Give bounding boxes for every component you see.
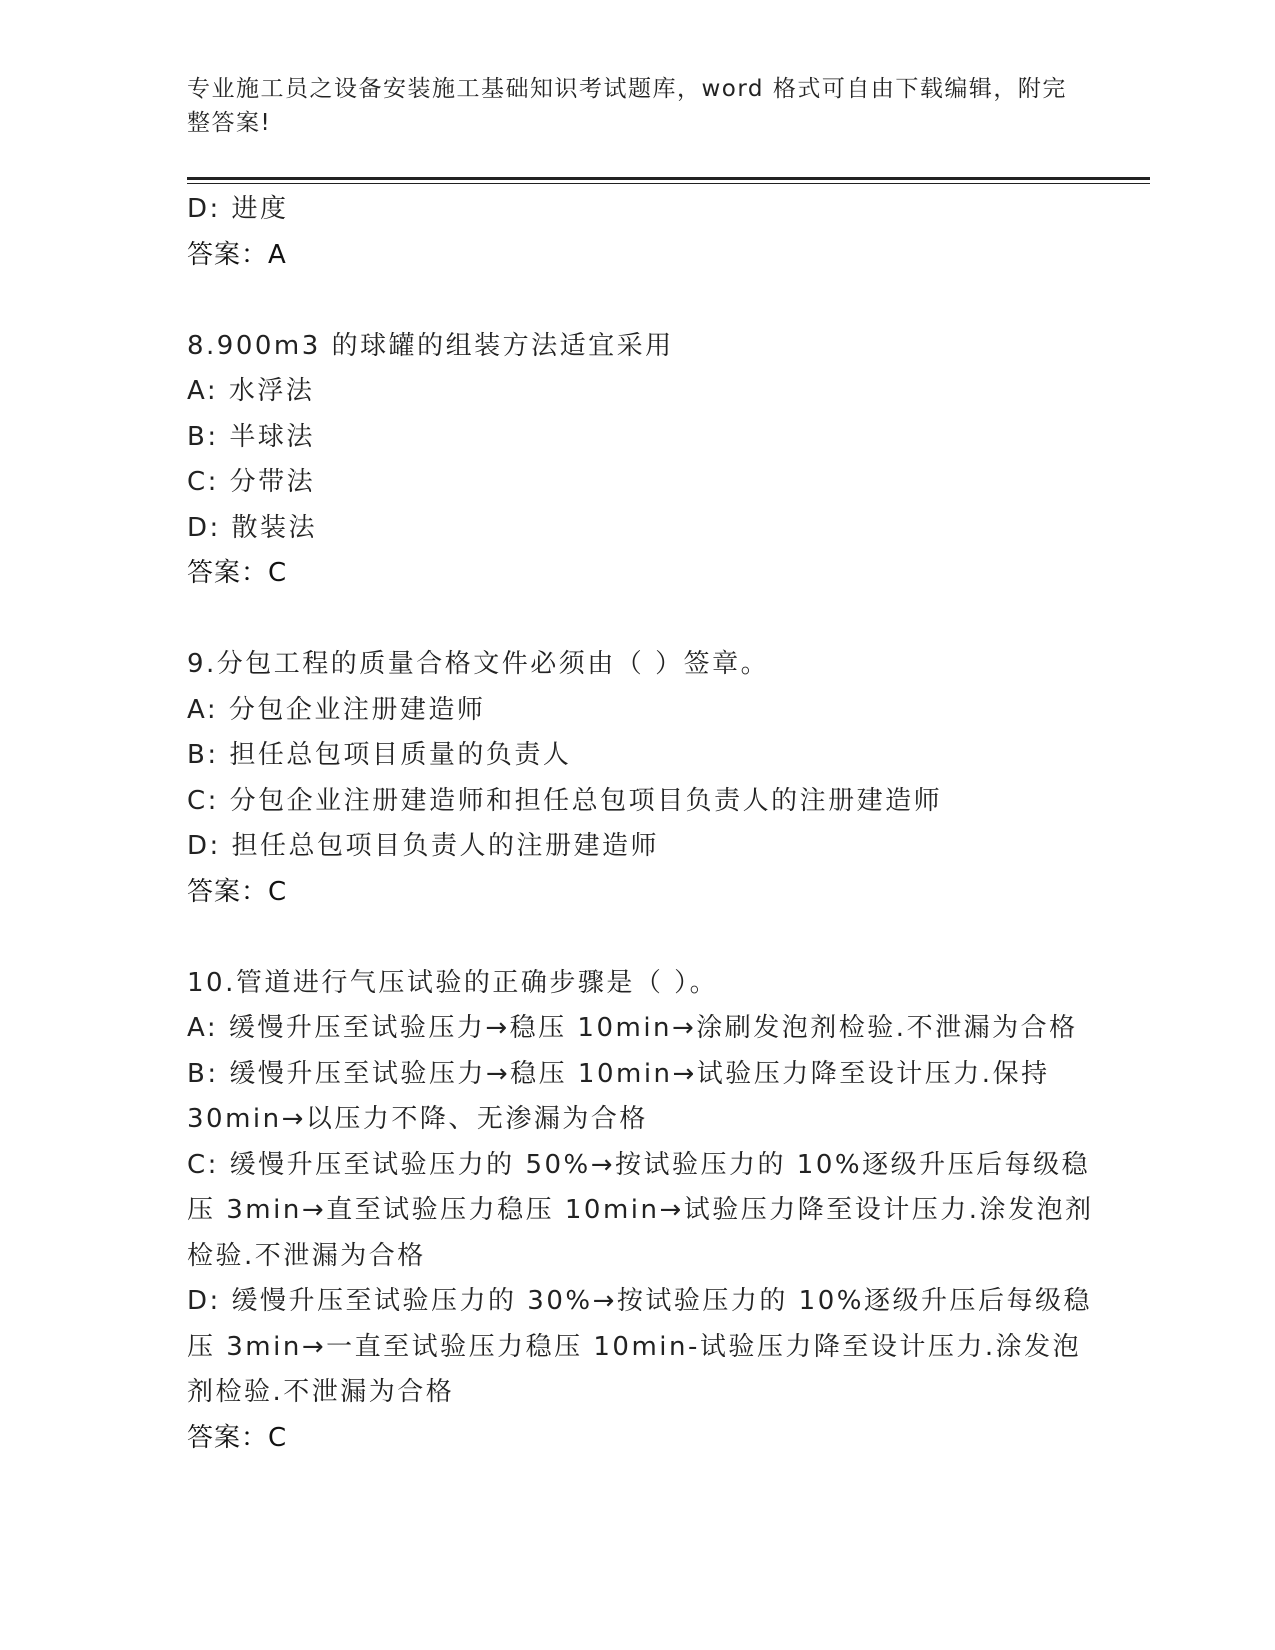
option-d-line-3: 剂检验.不泄漏为合格	[187, 1377, 455, 1407]
header-divider-thick	[187, 177, 1150, 180]
question-stem: 8.900m3 的球罐的组装方法适宜采用	[187, 330, 674, 361]
spacer	[187, 597, 1087, 643]
question-stem: 10.管道进行气压试验的正确步骤是（ ）。	[187, 967, 719, 998]
spacer	[187, 915, 1087, 961]
option-d-line-1: D: 缓慢升压至试验压力的 30%→按试验压力的 10%逐级升压后每级稳	[187, 1286, 1092, 1316]
option-a: A: 缓慢升压至试验压力→稳压 10min→涂刷发泡剂检验.不泄漏为合格	[187, 1013, 1078, 1043]
option-d-line-2: 压 3min→一直至试验压力稳压 10min-试验压力降至设计压力.涂发泡	[187, 1331, 1082, 1362]
option-c-line-3: 检验.不泄漏为合格	[187, 1240, 426, 1271]
option-c-line-1: C: 缓慢升压至试验压力的 50%→按试验压力的 10%逐级升压后每级稳	[187, 1149, 1091, 1180]
option-d: D: 担任总包项目负责人的注册建造师	[187, 831, 660, 861]
answer-line: 答案：C	[187, 558, 288, 588]
answer-line: 答案：C	[187, 1422, 288, 1453]
option-b-line-1: B: 缓慢升压至试验压力→稳压 10min→试验压力降至设计压力.保持	[187, 1058, 1050, 1089]
header-line-1: 专业施工员之设备安装施工基础知识考试题库，word 格式可自由下载编辑，附完	[187, 76, 1067, 102]
option-b: B: 半球法	[187, 421, 315, 452]
option-a: A: 分包企业注册建造师	[187, 694, 486, 725]
option-c: C: 分包企业注册建造师和担任总包项目负责人的注册建造师	[187, 785, 943, 816]
option-d: D: 散装法	[187, 512, 318, 543]
question-8	[187, 324, 1087, 597]
option-c: C: 分带法	[187, 467, 316, 497]
option-a: A: 水浮法	[187, 376, 315, 406]
option-d: D: 进度	[187, 194, 289, 224]
question-stem: 9.分包工程的质量合格文件必须由（ ）签章。	[187, 649, 770, 679]
previous-question-tail	[187, 187, 1087, 278]
header-line-2: 整答案!	[187, 110, 272, 136]
question-list	[187, 187, 1094, 1461]
answer-line: 答案：C	[187, 876, 288, 907]
answer-line: 答案：A	[187, 239, 287, 270]
question-10	[187, 961, 1094, 1462]
spacer	[187, 278, 1087, 324]
option-b: B: 担任总包项目质量的负责人	[187, 740, 572, 770]
option-b-line-2: 30min→以压力不降、无渗漏为合格	[187, 1104, 648, 1134]
option-c-line-2: 压 3min→直至试验压力稳压 10min→试验压力降至设计压力.涂发泡剂	[187, 1195, 1094, 1225]
header-divider-thin	[187, 183, 1150, 184]
question-9	[187, 642, 1087, 915]
document-header	[187, 72, 1067, 140]
